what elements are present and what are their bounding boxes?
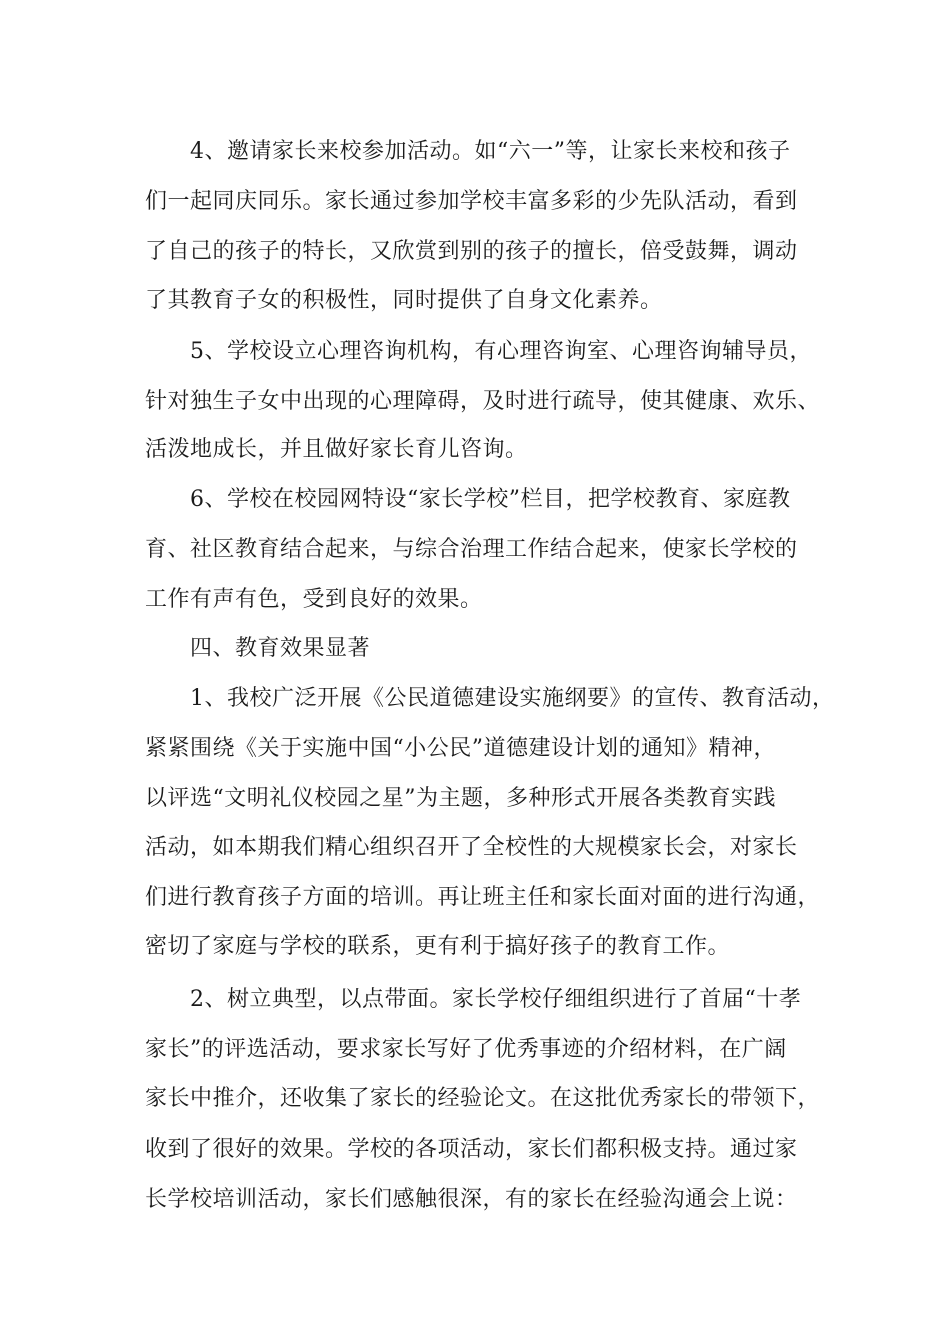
effect-2-line-5: 长学校培训活动，家长们感触很深，有的家长在经验沟通会上说： (145, 1187, 798, 1212)
effect-2-line-4: 收到了很好的效果。学校的各项活动，家长们都积极支持。通过家 (145, 1137, 798, 1162)
effect-1-line-5: 们进行教育孩子方面的培训。再让班主任和家长面对面的进行沟通， (145, 885, 821, 910)
section-heading: 四、教育效果显著 (190, 636, 371, 661)
effect-2-line-2: 家长”的评选活动，要求家长写好了优秀事迹的介绍材料，在广阔 (145, 1037, 787, 1062)
effect-2-line-1: 2、树立典型，以点带面。家长学校仔细组织进行了首届“十孝 (190, 987, 802, 1012)
effect-1-line-4: 活动，如本期我们精心组织召开了全校性的大规模家长会，对家长 (145, 835, 798, 860)
paragraph-4-line-2: 们一起同庆同乐。家长通过参加学校丰富多彩的少先队活动，看到 (145, 189, 798, 214)
effect-1-line-6: 密切了家庭与学校的联系，更有利于搞好孩子的教育工作。 (145, 934, 731, 959)
paragraph-5-line-3: 活泼地成长，并且做好家长育儿咨询。 (145, 437, 528, 462)
paragraph-5-line-1: 5、学校设立心理咨询机构，有心理咨询室、心理咨询辅导员， (190, 339, 812, 364)
paragraph-6-line-3: 工作有声有色，受到良好的效果。 (145, 587, 483, 612)
paragraph-4-line-4: 了其教育子女的积极性，同时提供了自身文化素养。 (145, 288, 663, 313)
effect-1-line-3: 以评选“文明礼仪校园之星”为主题，多种形式开展各类教育实践 (145, 786, 776, 811)
effect-1-line-1: 1、我校广泛开展《公民道德建设实施纲要》的宣传、教育活动， (190, 686, 835, 711)
paragraph-5-line-2: 针对独生子女中出现的心理障碍，及时进行疏导，使其健康、欢乐、 (145, 389, 821, 414)
paragraph-4-line-1: 4、邀请家长来校参加活动。如“六一”等，让家长来校和孩子 (190, 139, 791, 164)
paragraph-6-line-2: 育、社区教育结合起来，与综合治理工作结合起来，使家长学校的 (145, 537, 798, 562)
paragraph-4-line-3: 了自己的孩子的特长，又欣赏到别的孩子的擅长，倍受鼓舞，调动 (145, 239, 798, 264)
paragraph-6-line-1: 6、学校在校园网特设“家长学校”栏目，把学校教育、家庭教 (190, 487, 791, 512)
effect-1-line-2: 紧紧围绕《关于实施中国“小公民”道德建设计划的通知》精神， (145, 736, 776, 761)
effect-2-line-3: 家长中推介，还收集了家长的经验论文。在这批优秀家长的带领下， (145, 1086, 821, 1111)
